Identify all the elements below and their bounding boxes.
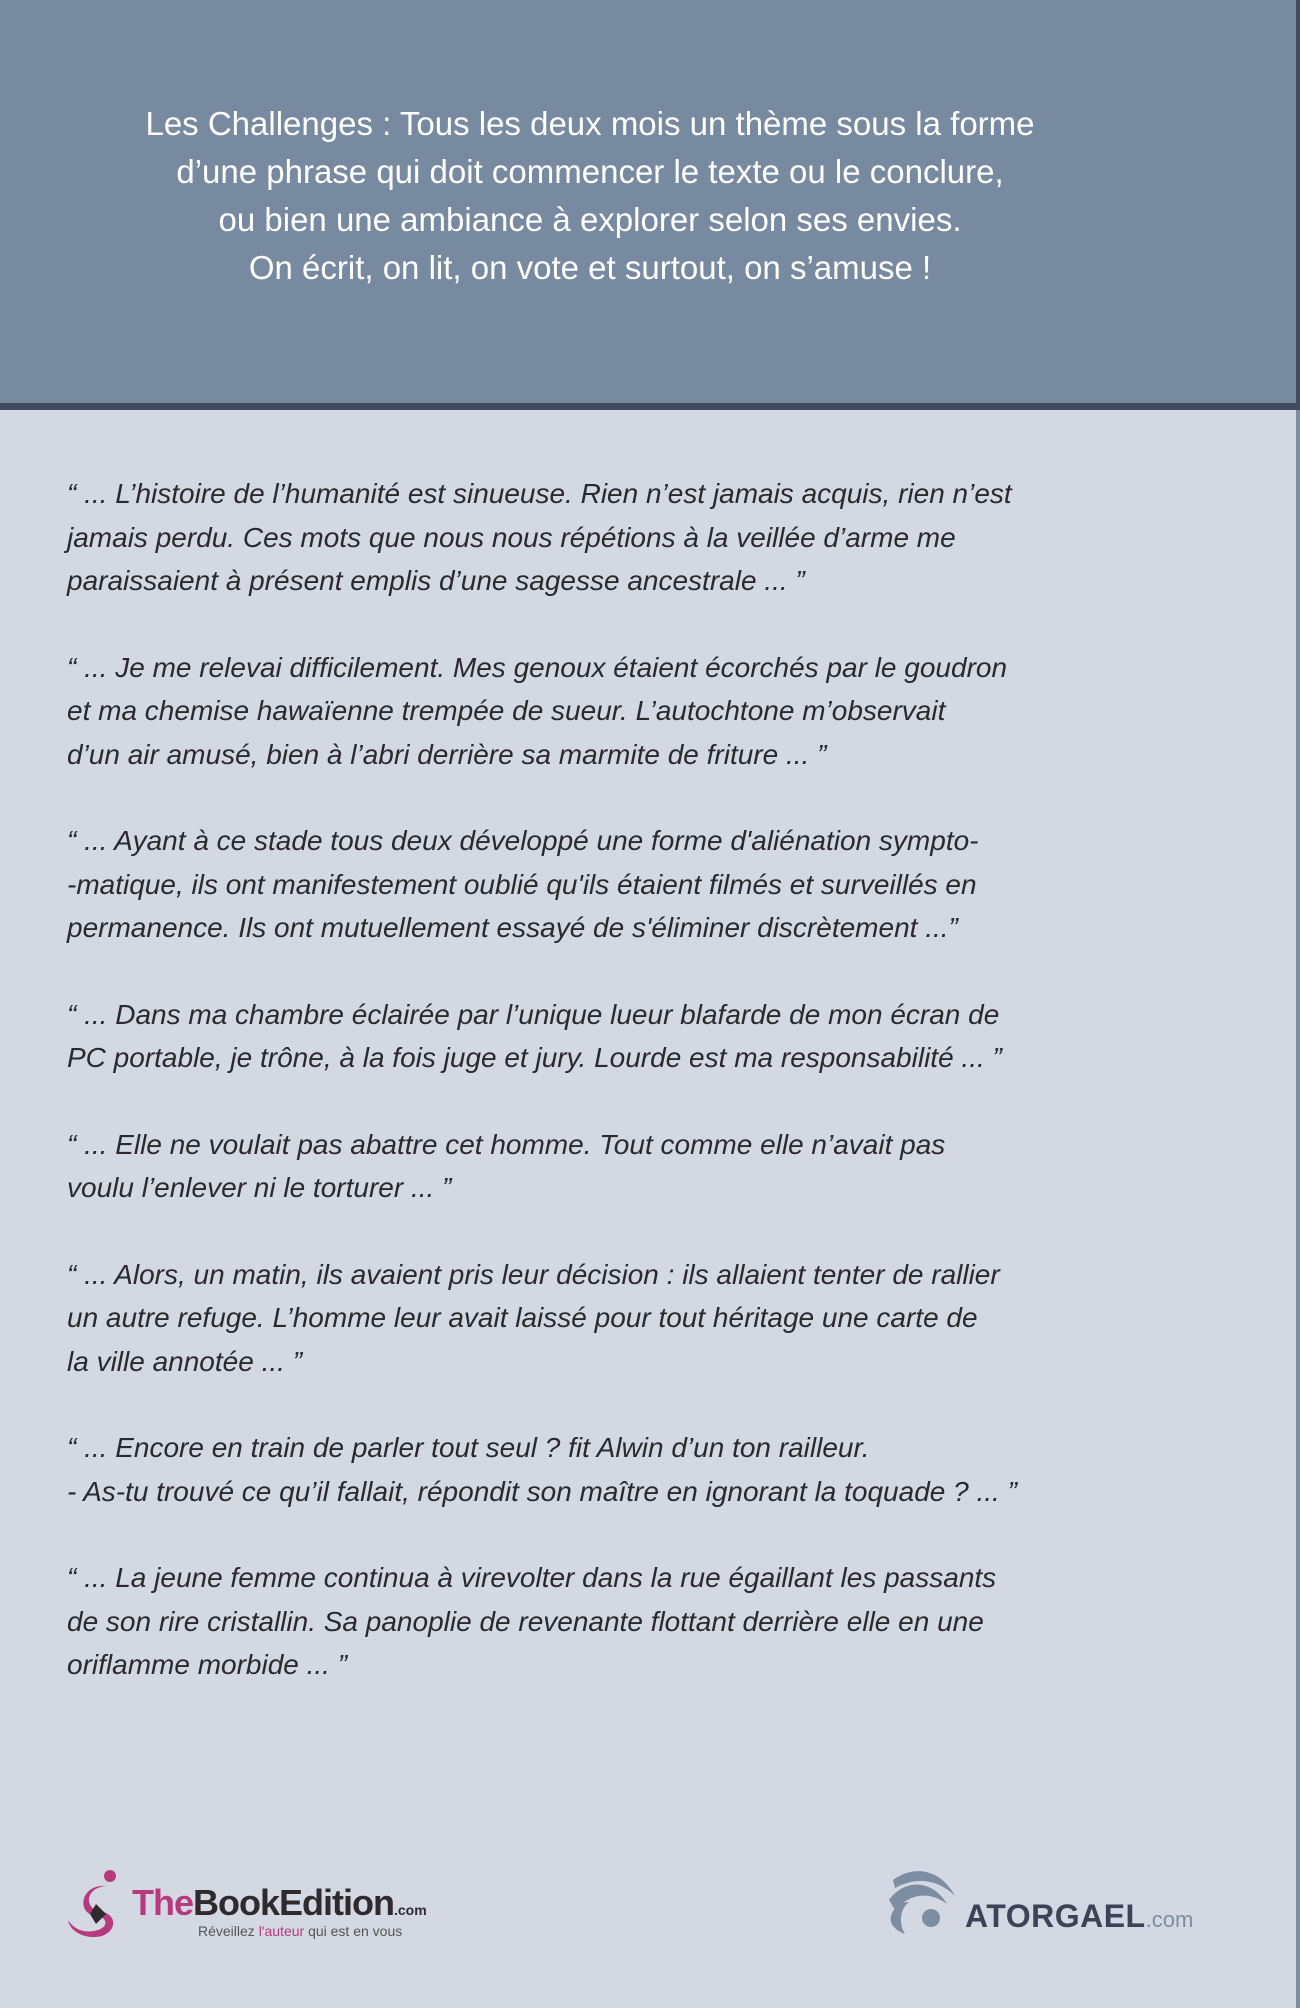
intro-line: On écrit, on lit, on vote et surtout, on s’amuse ! (248, 249, 932, 286)
quote-excerpt (67, 1556, 1247, 1687)
quote-line: PC portable, je trône, à la fois juge et jury. Lourde est ma responsabilité ... ” (67, 1042, 1002, 1073)
quote-line: d’un air amusé, bien à l’abri derrière sa marmite de friture ... ” (67, 738, 827, 770)
quote-excerpt (67, 1123, 1247, 1210)
quote-line: permanence. Ils ont mutuellement essayé de s'éliminer discrètement ...” (67, 912, 958, 943)
quote-line: et ma chemise hawaïenne trempée de sueur. L’autochtone m’observait (67, 695, 946, 726)
quote-excerpt (67, 646, 1247, 777)
quote-line: - As-tu trouvé ce qu’il fallait, répondit son maître en ignorant la toquade ? ... ” (67, 1475, 1017, 1507)
quote-line: -matique, ils ont manifestement oublié qu'ils étaient filmés et surveillés en (67, 868, 977, 900)
thebookedition-figure-icon (66, 1870, 136, 1940)
quote-excerpt (67, 1426, 1247, 1513)
quote-excerpt (67, 993, 1247, 1080)
quote-line: la ville annotée ... ” (67, 1345, 303, 1377)
quote-line: paraissaient à présent emplis d’une sagesse ancestrale ... ” (67, 565, 805, 596)
edge-strip (1296, 0, 1300, 410)
quote-excerpt (67, 819, 1247, 950)
quote-line: “ ... La jeune femme continua à virevolter dans la rue égaillant les passants (67, 1562, 997, 1593)
atorgael-logo (885, 1866, 1205, 1941)
quote-excerpt (67, 472, 1247, 603)
edge-strip (1296, 410, 1300, 2008)
intro-line: d’une phrase qui doit commencer le texte ou le conclure, (176, 153, 1004, 190)
quote-line: “ ... Je me relevai difficilement. Mes genoux étaient écorchés par le goudron (67, 651, 1008, 683)
quote-line: “ ... Elle ne voulait pas abattre cet homme. Tout comme elle n’avait pas (67, 1128, 946, 1160)
quote-line: voulu l’enlever ni le torturer ... ” (67, 1172, 452, 1203)
thebookedition-wordmark: TheBookEdition.com (132, 1882, 427, 1923)
quote-line: oriflamme morbide ... ” (67, 1649, 348, 1680)
atorgael-eye-icon (885, 1866, 965, 1941)
intro-text (0, 100, 1180, 292)
thebookedition-tagline: Réveillez l'auteur qui est en vous (198, 1923, 403, 1939)
quote-line: “ ... Ayant à ce stade tous deux développé une forme d'aliénation sympto- (67, 825, 979, 856)
quote-line: jamais perdu. Ces mots que nous nous répétions à la veillée d’arme me (67, 521, 956, 553)
quote-line: “ ... Encore en train de parler tout seul ? fit Alwin d’un ton railleur. (67, 1432, 870, 1463)
quote-line: “ ... Dans ma chambre éclairée par l’unique lueur blafarde de mon écran de (67, 998, 1000, 1030)
intro-line: ou bien une ambiance à explorer selon ses envies. (218, 201, 962, 238)
quote-line: “ ... L’histoire de l’humanité est sinueuse. Rien n’est jamais acquis, rien n’est (67, 478, 1012, 509)
quote-line: un autre refuge. L’homme leur avait laissé pour tout héritage une carte de (67, 1302, 978, 1333)
quote-line: de son rire cristallin. Sa panoplie de revenante flottant derrière elle en une (67, 1605, 984, 1637)
quote-line: “ ... Alors, un matin, ils avaient pris leur décision : ils allaient tenter de rallier (67, 1258, 1000, 1290)
atorgael-wordmark: ATORGAEL.com (965, 1898, 1194, 1934)
quote-excerpt (67, 1253, 1247, 1384)
header-divider (0, 403, 1296, 410)
thebookedition-logo (66, 1870, 466, 1940)
quotes-list (67, 472, 1247, 1730)
intro-line: Les Challenges : Tous les deux mois un thème sous la forme (145, 105, 1035, 142)
